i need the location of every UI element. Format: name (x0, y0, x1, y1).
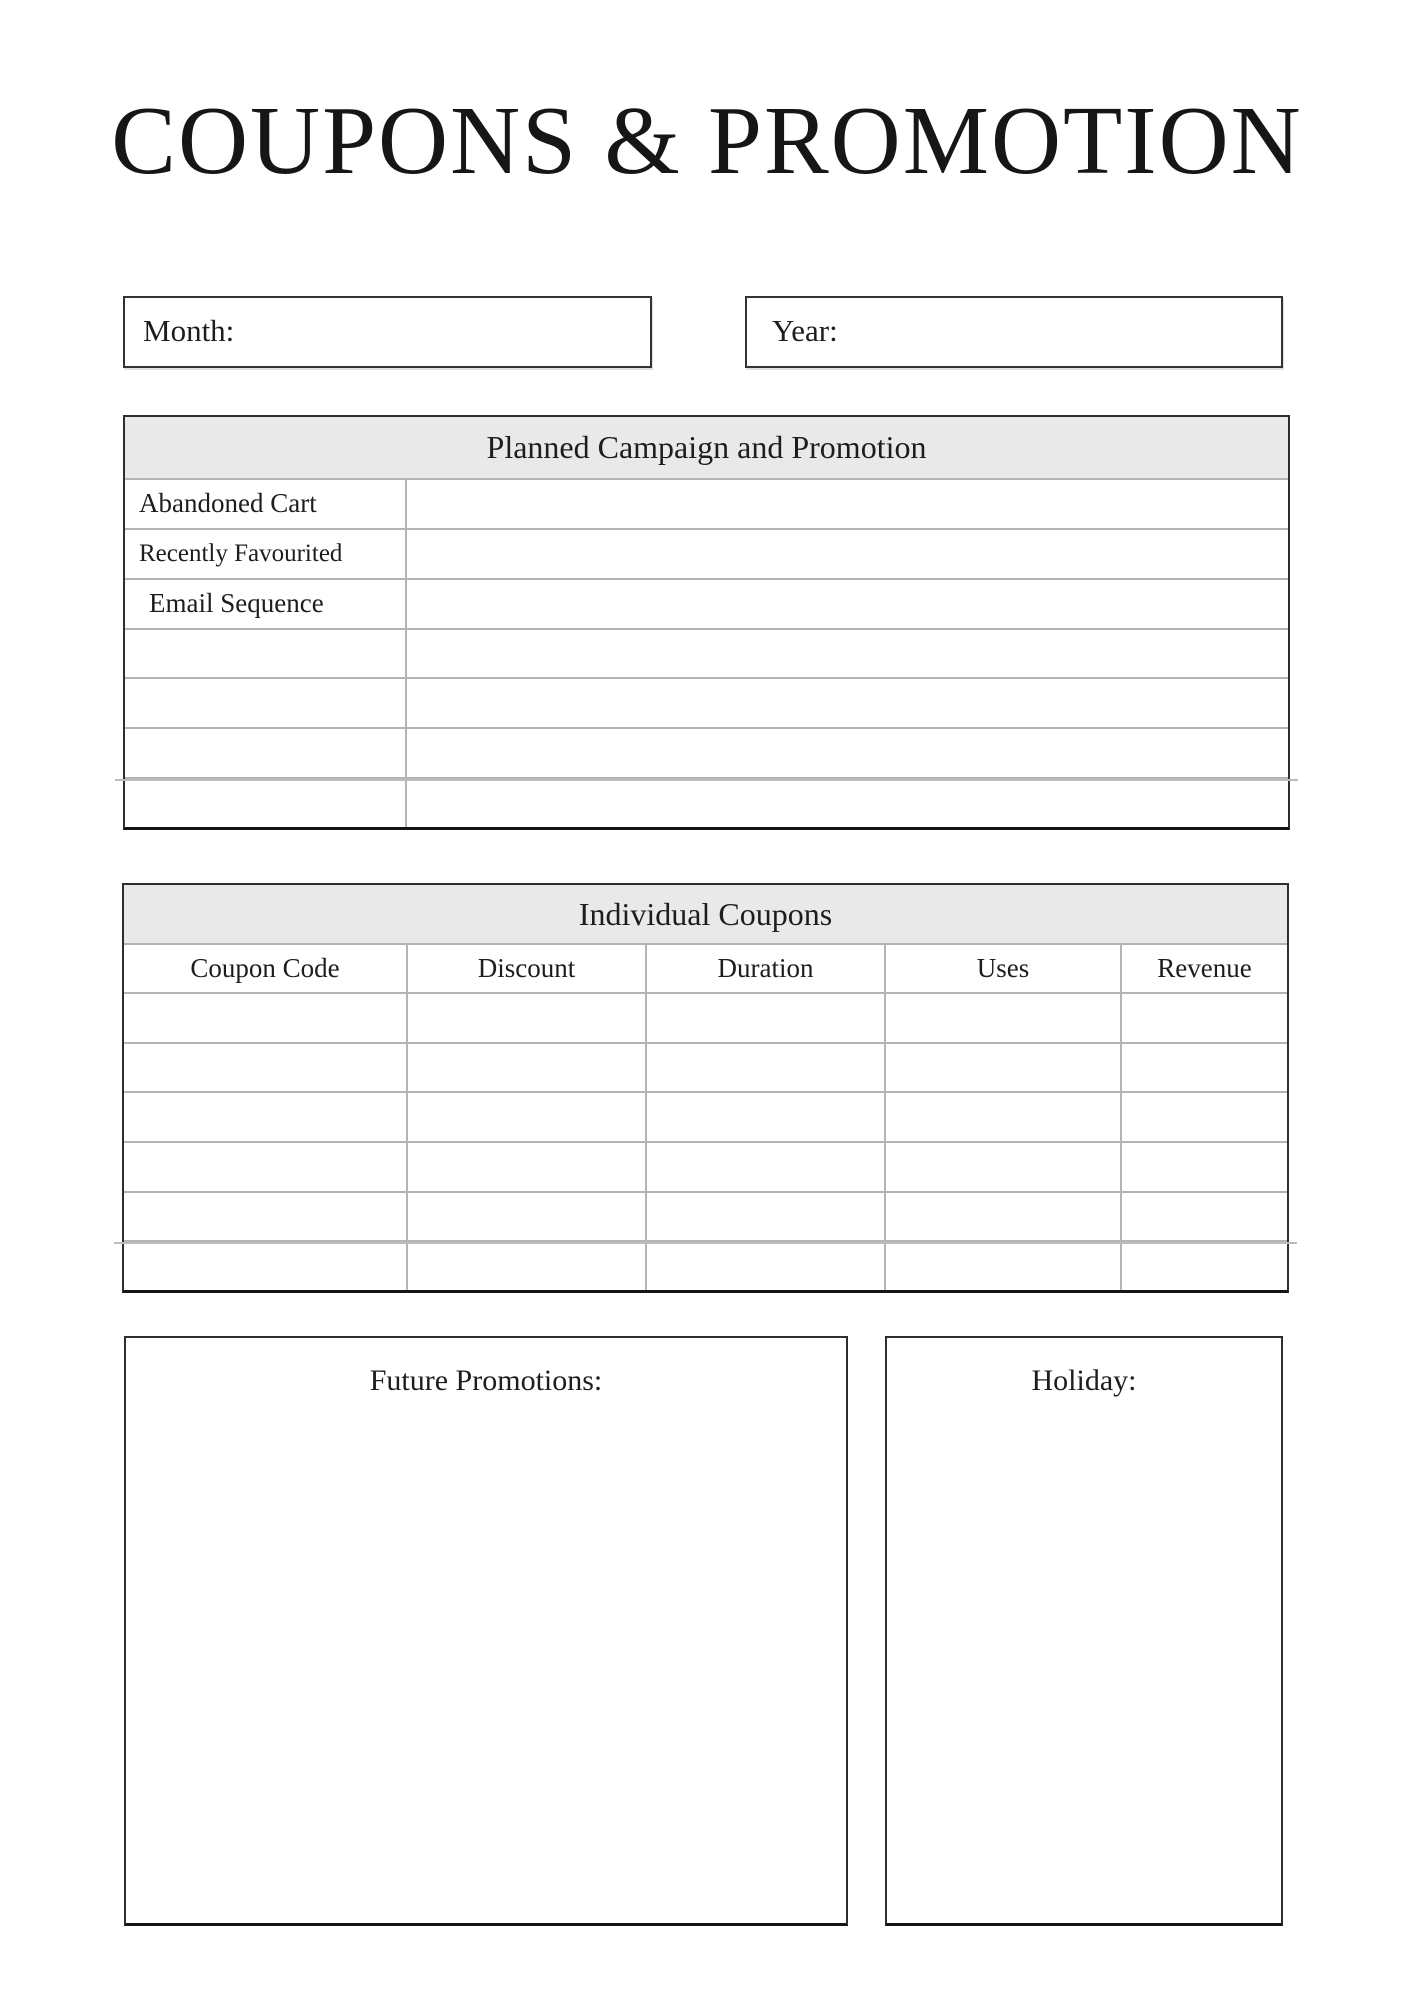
table-row (124, 1042, 1287, 1092)
discount-cell[interactable] (406, 1044, 645, 1092)
page-title: COUPONS & PROMOTION (111, 87, 1303, 194)
revenue-cell[interactable] (1120, 1242, 1287, 1290)
campaign-value-cell[interactable] (407, 630, 1288, 678)
column-header-revenue: Revenue (1120, 945, 1287, 992)
year-field[interactable] (745, 296, 1283, 368)
table-row (125, 528, 1288, 578)
revenue-cell[interactable] (1120, 994, 1287, 1042)
campaign-label-cell: Recently Favourited (125, 530, 407, 578)
planned-campaign-rows (125, 480, 1288, 827)
future-promotions-label: Future Promotions: (369, 1364, 603, 1397)
duration-cell[interactable] (645, 1093, 884, 1141)
discount-cell[interactable] (406, 1143, 645, 1191)
revenue-cell[interactable] (1120, 1044, 1287, 1092)
table-row (125, 777, 1288, 827)
month-label: Month: (143, 313, 235, 348)
uses-cell[interactable] (884, 1143, 1120, 1191)
planned-campaign-table (123, 415, 1290, 830)
year-label: Year: (772, 313, 838, 348)
discount-cell[interactable] (406, 994, 645, 1042)
uses-cell[interactable] (884, 1044, 1120, 1092)
campaign-value-cell[interactable] (407, 679, 1288, 727)
table-row (124, 994, 1287, 1042)
campaign-label-cell[interactable] (125, 630, 407, 678)
discount-cell[interactable] (406, 1093, 645, 1141)
campaign-value-cell[interactable] (407, 729, 1288, 777)
coupon-code-cell[interactable] (124, 1093, 406, 1141)
revenue-cell[interactable] (1120, 1143, 1287, 1191)
column-header-coupon-code: Coupon Code (190, 953, 340, 983)
table-row (125, 480, 1288, 528)
coupon-code-cell[interactable] (124, 994, 406, 1042)
campaign-label-cell[interactable] (125, 729, 407, 777)
duration-cell[interactable] (645, 1193, 884, 1241)
table-row (124, 1091, 1287, 1141)
campaign-value-cell[interactable] (407, 779, 1288, 827)
coupon-code-cell[interactable] (124, 1193, 406, 1241)
campaign-value-cell[interactable] (407, 530, 1288, 578)
revenue-cell[interactable] (1120, 1093, 1287, 1141)
campaign-value-cell[interactable] (407, 480, 1288, 528)
campaign-label-cell: Abandoned Cart (125, 480, 407, 528)
column-header-discount: Discount (406, 945, 645, 992)
table-row (125, 677, 1288, 727)
campaign-value-cell[interactable] (407, 580, 1288, 628)
holiday-label: Holiday: (1031, 1364, 1137, 1397)
uses-cell[interactable] (884, 1242, 1120, 1290)
stray-gridline (115, 779, 1298, 781)
table-row (125, 727, 1288, 777)
table-row (124, 1191, 1287, 1241)
duration-cell[interactable] (645, 1143, 884, 1191)
coupon-code-cell[interactable] (124, 1143, 406, 1191)
table-row (125, 628, 1288, 678)
campaign-label-cell: Email Sequence (125, 580, 407, 628)
stray-gridline (114, 1242, 1297, 1244)
column-header-duration: Duration (645, 945, 884, 992)
coupon-code-cell[interactable] (124, 1044, 406, 1092)
month-field[interactable] (123, 296, 652, 368)
table-row (124, 1240, 1287, 1290)
duration-cell[interactable] (645, 1242, 884, 1290)
coupons-column-header-row (124, 945, 1287, 994)
coupon-code-cell[interactable] (124, 1242, 406, 1290)
planned-campaign-table-title: Planned Campaign and Promotion (125, 417, 1288, 480)
duration-cell[interactable] (645, 994, 884, 1042)
table-row (125, 578, 1288, 628)
uses-cell[interactable] (884, 1093, 1120, 1141)
revenue-cell[interactable] (1120, 1193, 1287, 1241)
column-header-uses: Uses (884, 945, 1120, 992)
duration-cell[interactable] (645, 1044, 884, 1092)
individual-coupons-table-title: Individual Coupons (124, 885, 1287, 945)
discount-cell[interactable] (406, 1242, 645, 1290)
future-promotions-box[interactable] (124, 1336, 848, 1926)
table-row (124, 1141, 1287, 1191)
individual-coupons-table (122, 883, 1289, 1293)
holiday-box[interactable] (885, 1336, 1283, 1926)
campaign-label-cell[interactable] (125, 679, 407, 727)
uses-cell[interactable] (884, 994, 1120, 1042)
campaign-label-cell[interactable] (125, 779, 407, 827)
discount-cell[interactable] (406, 1193, 645, 1241)
uses-cell[interactable] (884, 1193, 1120, 1241)
